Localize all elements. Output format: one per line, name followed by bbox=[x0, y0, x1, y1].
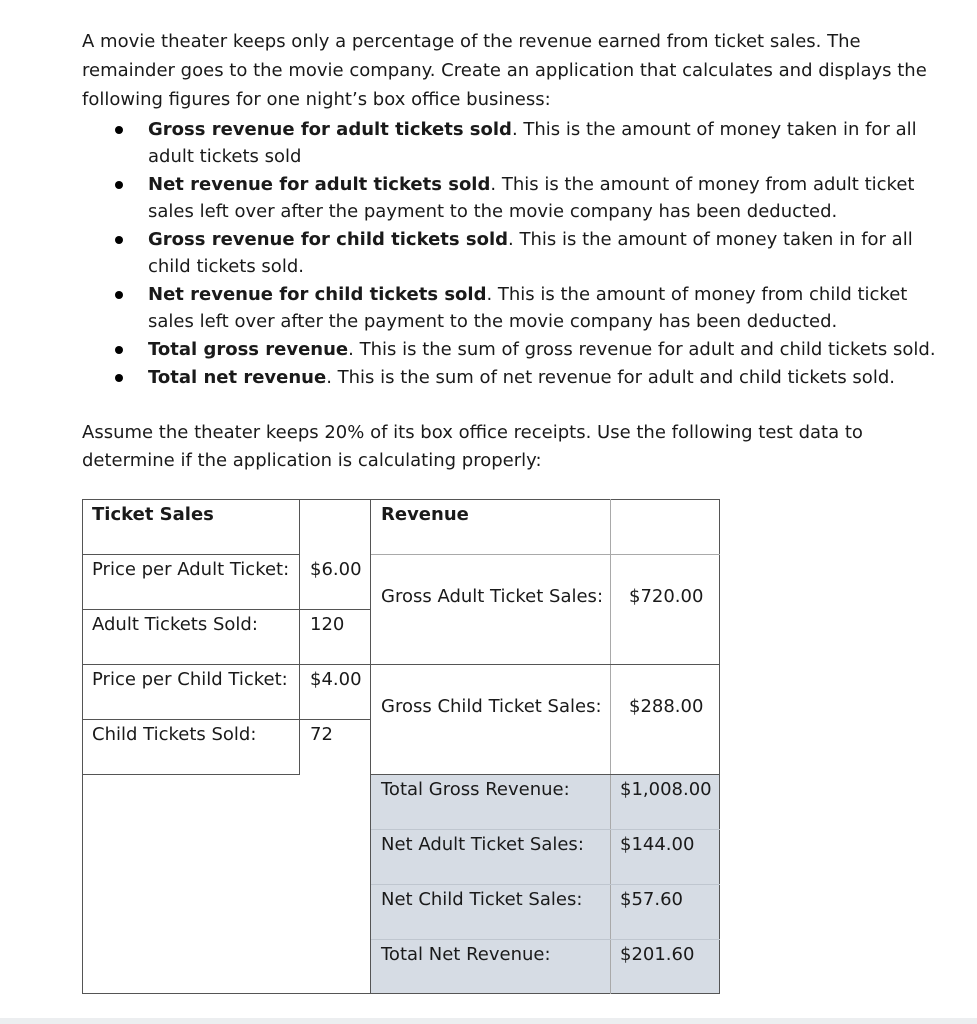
grid-line bbox=[370, 499, 371, 994]
gross-adult-value: $720.00 bbox=[629, 586, 704, 607]
gross-child-value: $288.00 bbox=[629, 696, 704, 717]
list-item bbox=[148, 171, 948, 225]
test-data-table bbox=[82, 499, 720, 994]
gross-adult-label: Gross Adult Ticket Sales: bbox=[381, 586, 604, 607]
price-adult-label: Price per Adult Ticket: bbox=[92, 559, 290, 580]
price-child-value: $4.00 bbox=[310, 669, 362, 690]
total-net-label: Total Net Revenue: bbox=[381, 944, 551, 965]
total-gross-label: Total Gross Revenue: bbox=[381, 779, 570, 800]
grid-line bbox=[371, 774, 720, 775]
net-child-label: Net Child Ticket Sales: bbox=[381, 889, 583, 910]
child-sold-label: Child Tickets Sold: bbox=[92, 724, 257, 745]
list-item-text: . This is the sum of gross revenue for adult and child tickets sold. bbox=[348, 339, 936, 360]
list-item-text: . This is the amount of money taken in for all child tickets sold. bbox=[148, 229, 913, 277]
assumption-paragraph: Assume the theater keeps 20% of its box office receipts. Use the following test data to determine if the application is calculating properly: bbox=[82, 422, 863, 471]
price-child-label: Price per Child Ticket: bbox=[92, 669, 288, 690]
list-item bbox=[148, 336, 948, 363]
net-adult-value: $144.00 bbox=[620, 834, 695, 855]
gross-child-label: Gross Child Ticket Sales: bbox=[381, 696, 602, 717]
grid-line bbox=[82, 609, 370, 610]
list-item-bold: Gross revenue for adult tickets sold bbox=[148, 119, 512, 140]
grid-line bbox=[371, 939, 720, 940]
total-gross-value: $1,008.00 bbox=[620, 779, 712, 800]
grid-line bbox=[82, 664, 370, 665]
requirements-list bbox=[148, 116, 948, 392]
list-item-bold: Net revenue for adult tickets sold bbox=[148, 174, 491, 195]
table-border-right bbox=[719, 499, 720, 994]
list-item bbox=[148, 364, 948, 391]
list-item-bold: Total net revenue bbox=[148, 367, 327, 388]
child-sold-value: 72 bbox=[310, 724, 333, 745]
adult-sold-label: Adult Tickets Sold: bbox=[92, 614, 258, 635]
grid-line bbox=[610, 499, 611, 994]
total-net-value: $201.60 bbox=[620, 944, 695, 965]
list-item-bold: Net revenue for child tickets sold bbox=[148, 284, 487, 305]
ticket-sales-header: Ticket Sales bbox=[92, 504, 214, 525]
page-bottom-edge bbox=[0, 1018, 977, 1024]
adult-sold-value: 120 bbox=[310, 614, 345, 635]
list-item bbox=[148, 116, 948, 170]
grid-line bbox=[371, 554, 720, 555]
net-adult-label: Net Adult Ticket Sales: bbox=[381, 834, 584, 855]
price-adult-value: $6.00 bbox=[310, 559, 362, 580]
intro-paragraph: A movie theater keeps only a percentage of the revenue earned from ticket sales. The remainder goes to the movie company. Create an application that calculates and displays the following figures for one night’s box office business: bbox=[82, 31, 927, 110]
list-item-bold: Gross revenue for child tickets sold bbox=[148, 229, 509, 250]
list-item-text: . This is the amount of money from child ticket sales left over after the payment to the movie company has been deducted. bbox=[148, 284, 908, 332]
net-child-value: $57.60 bbox=[620, 889, 683, 910]
revenue-header: Revenue bbox=[381, 504, 469, 525]
grid-line bbox=[82, 719, 370, 720]
list-item-text: . This is the amount of money from adult ticket sales left over after the payment to the movie company has been deducted. bbox=[148, 174, 915, 222]
list-item bbox=[148, 281, 948, 335]
grid-line bbox=[371, 829, 720, 830]
list-item-text: . This is the amount of money taken in for all adult tickets sold bbox=[148, 119, 917, 167]
grid-line bbox=[371, 664, 720, 665]
list-item-bold: Total gross revenue bbox=[148, 339, 349, 360]
grid-line bbox=[371, 884, 720, 885]
list-item-text: . This is the sum of net revenue for adult and child tickets sold. bbox=[326, 367, 895, 388]
grid-line bbox=[82, 774, 300, 775]
table-border-top bbox=[82, 499, 720, 500]
grid-line bbox=[82, 554, 300, 555]
list-item bbox=[148, 226, 948, 280]
table-border-bottom bbox=[82, 993, 720, 994]
